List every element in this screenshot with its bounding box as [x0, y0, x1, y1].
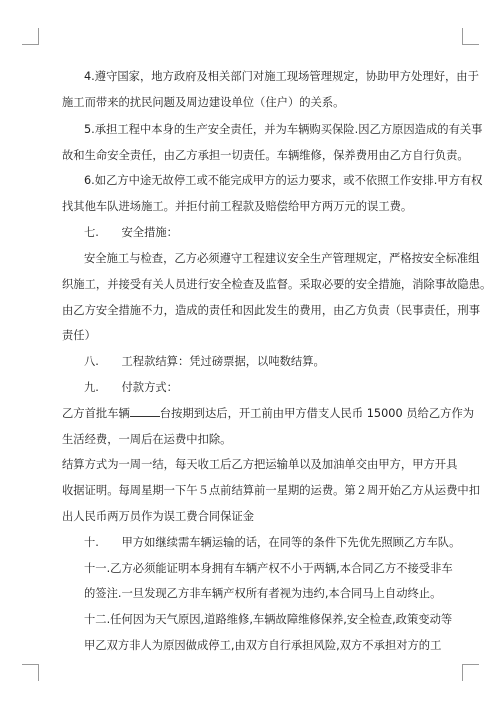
- section-11-line-1: 十一.乙方必须能证明本身拥有车辆产权不小于两辆,本合同乙方不接受非车: [84, 562, 453, 575]
- crop-mark-bottom-right: [462, 664, 479, 681]
- section-7-heading: 七. 安全措施：: [84, 226, 178, 239]
- payment-first-batch-line: [62, 406, 475, 421]
- crop-mark-bottom-left: [22, 664, 39, 681]
- section-9-heading: 九. 付款方式：: [84, 381, 178, 394]
- clause-4-line-1: 4.遵守国家，地方政府及相关部门对施工现场管理规定，协助甲方处理好，由于: [84, 70, 479, 83]
- section-7-line-3: 由乙方安全措施不力，造成的责任和因此发生的费用，由乙方负责（民事责任，刑事: [62, 304, 480, 317]
- clause-5-line-1: 5.承担工程中本身的生产安全责任，并为车辆购买保险.因乙方原因造成的有关事: [84, 123, 483, 136]
- clause-5-line-2: 故和生命安全责任，由乙方承担一切责任。车辆维修，保养费用由乙方自行负责。: [62, 149, 469, 162]
- section-11-line-2: 的签注.一旦发现乙方非车辆产权所有者视为违约,本合同马上自动终止。: [84, 587, 442, 600]
- payment-text-after-blank: 台按期到达后，开工前由甲方借支人民币 15000 员给乙方作为: [159, 407, 475, 420]
- section-10: 十. 甲方如继续需车辆运输的话，在同等的条件下先优先照顾乙方车队。: [84, 536, 461, 549]
- crop-mark-top-left: [22, 28, 39, 45]
- settlement-line-3: 出人民币两万员作为误工费合同保证金: [62, 510, 255, 523]
- section-12-line-2: 甲乙双方非人为原因做成停工,由双方自行承担风险,双方不承担对方的工: [84, 639, 442, 652]
- clause-6-line-1: 6.如乙方中途无故停工或不能完成甲方的运力要求，或不依照工作安排.甲方有权: [84, 174, 483, 187]
- settlement-line-2: 收据证明。每周星期一下午５点前结算前一星期的运费。第２周开始乙方从运费中扣: [62, 484, 480, 497]
- section-9-line-2: 生活经费，一周后在运费中扣除。: [62, 433, 232, 446]
- crop-mark-top-right: [462, 28, 479, 45]
- clause-4-line-2: 施工而带来的扰民问题及周边建设单位（住户）的关系。: [62, 96, 345, 109]
- section-7-line-2: 织施工，并接受有关人员进行安全检查及监督。采取必要的安全措施，消除事故隐患。: [62, 278, 492, 291]
- section-7-line-4: 责任）: [62, 329, 96, 342]
- vehicle-count-blank: [130, 406, 160, 417]
- section-8-heading: 八. 工程款结算：凭过磅票据，以吨数结算。: [84, 355, 325, 368]
- section-12-line-1: 十二.任何因为天气原因,道路维修,车辆故障维修保养,安全检查,政策变动等: [84, 613, 453, 626]
- payment-text-before-blank: 乙方首批车辆: [62, 407, 130, 420]
- clause-6-line-2: 找其他车队进场施工。并拒付前工程款及赔偿给甲方两万元的误工费。: [62, 200, 413, 213]
- settlement-line-1: 结算方式为一周一结，每天收工后乙方把运输单以及加油单交由甲方，甲方开具: [62, 458, 458, 471]
- section-7-line-1: 安全施工与检查，乙方必须遵守工程建议安全生产管理规定，严格按安全标准组: [84, 252, 480, 265]
